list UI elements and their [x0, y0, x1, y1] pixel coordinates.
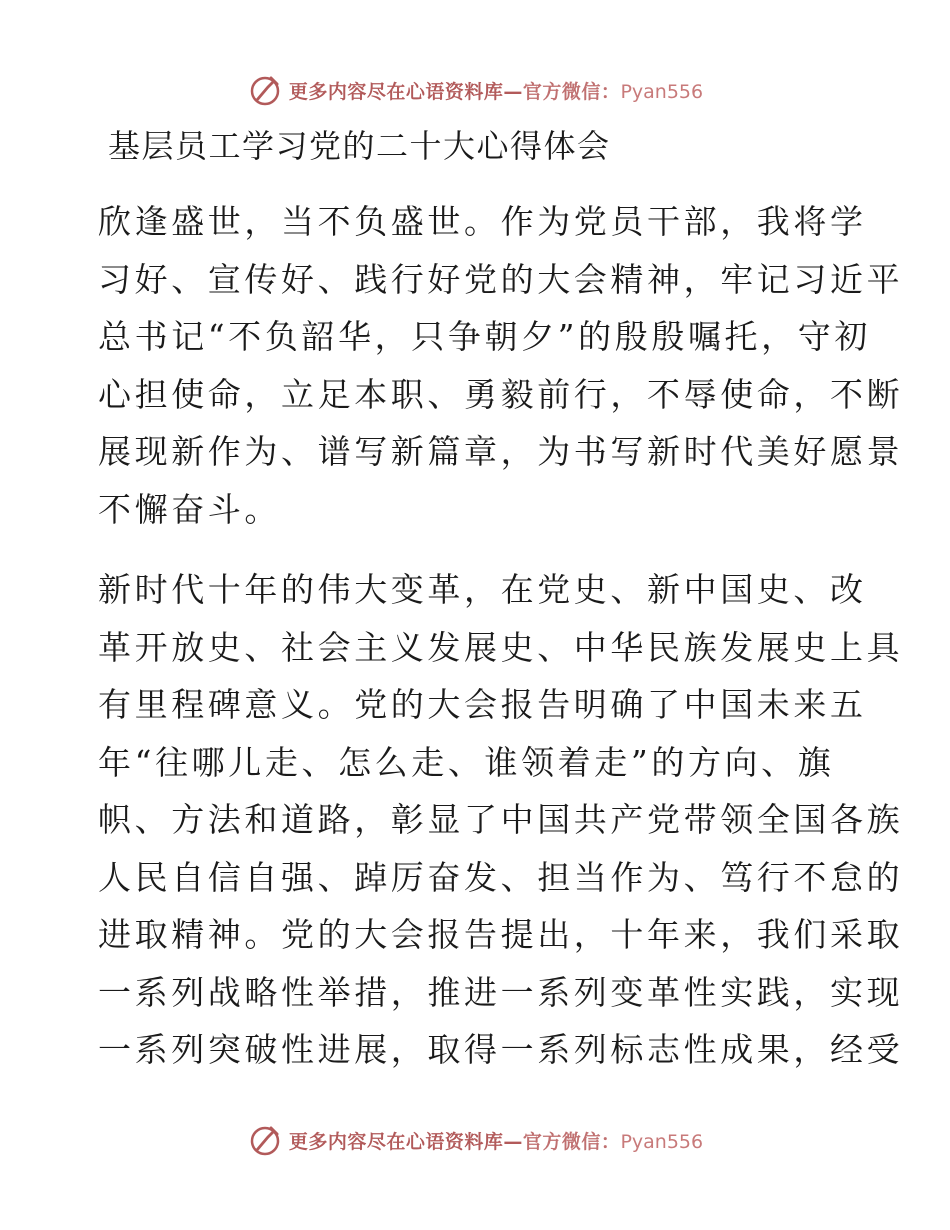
pen-nib-logo-icon [247, 72, 283, 108]
watermark-dash: — [503, 80, 523, 103]
footer-watermark-banner [0, 1120, 950, 1160]
paragraph-line: 人民自信自强、踔厉奋发、担当作为、笃行不怠的 [98, 857, 904, 897]
paragraph-line: 展现新作为、谱写新篇章，为书写新时代美好愿景 [98, 432, 904, 471]
watermark-wechat-label: 官方微信： [522, 1130, 621, 1153]
watermark-wechat-id: Pyan556 [620, 80, 704, 103]
paragraph-2 [98, 561, 904, 1079]
paragraph-1 [98, 193, 904, 538]
paragraph-line: 进取精神。党的大会报告提出，十年来，我们采取 [98, 915, 904, 954]
paragraph-line: 有里程碑意义。党的大会报告明确了中国未来五 [98, 685, 867, 724]
paragraph-line: 欣逢盛世，当不负盛世。作为党员干部，我将学 [98, 202, 867, 241]
paragraph-line: 帜、方法和道路，彰显了中国共产党带领全国各族 [98, 800, 904, 839]
paragraph-line: 习好、宣传好、践行好党的大会精神，牢记习近平 [98, 259, 904, 299]
watermark-text [289, 77, 703, 104]
paragraph-line: 年“往哪儿走、怎么走、谁领着走”的方向、旗 [98, 742, 835, 782]
pen-nib-logo-icon [247, 1122, 283, 1158]
paragraph-line: 心担使命，立足本职、勇毅前行，不辱使命，不断 [98, 374, 904, 414]
watermark-main-text: 更多内容尽在心语资料库 [288, 80, 504, 103]
paragraph-line: 总书记“不负韶华，只争朝夕”的殷殷嘱托，守初 [98, 317, 871, 356]
paragraph-line: 新时代十年的伟大变革，在党史、新中国史、改 [98, 570, 867, 609]
paragraph-line: 不懈奋斗。 [98, 489, 281, 529]
paragraph-line: 一系列突破性进展，取得一系列标志性成果，经受 [98, 1030, 904, 1069]
watermark-dash: — [503, 1130, 523, 1153]
paragraph-line: 一系列战略性举措，推进一系列变革性实践，实现 [98, 972, 904, 1012]
watermark-wechat-label: 官方微信： [522, 80, 621, 103]
document-title: 基层员工学习党的二十大心得体会 [108, 127, 611, 165]
watermark-wechat-id: Pyan556 [620, 1130, 704, 1153]
paragraph-line: 革开放史、社会主义发展史、中华民族发展史上具 [98, 627, 904, 667]
watermark-text [289, 1127, 703, 1154]
header-watermark-banner [0, 70, 950, 110]
watermark-main-text: 更多内容尽在心语资料库 [288, 1130, 504, 1153]
